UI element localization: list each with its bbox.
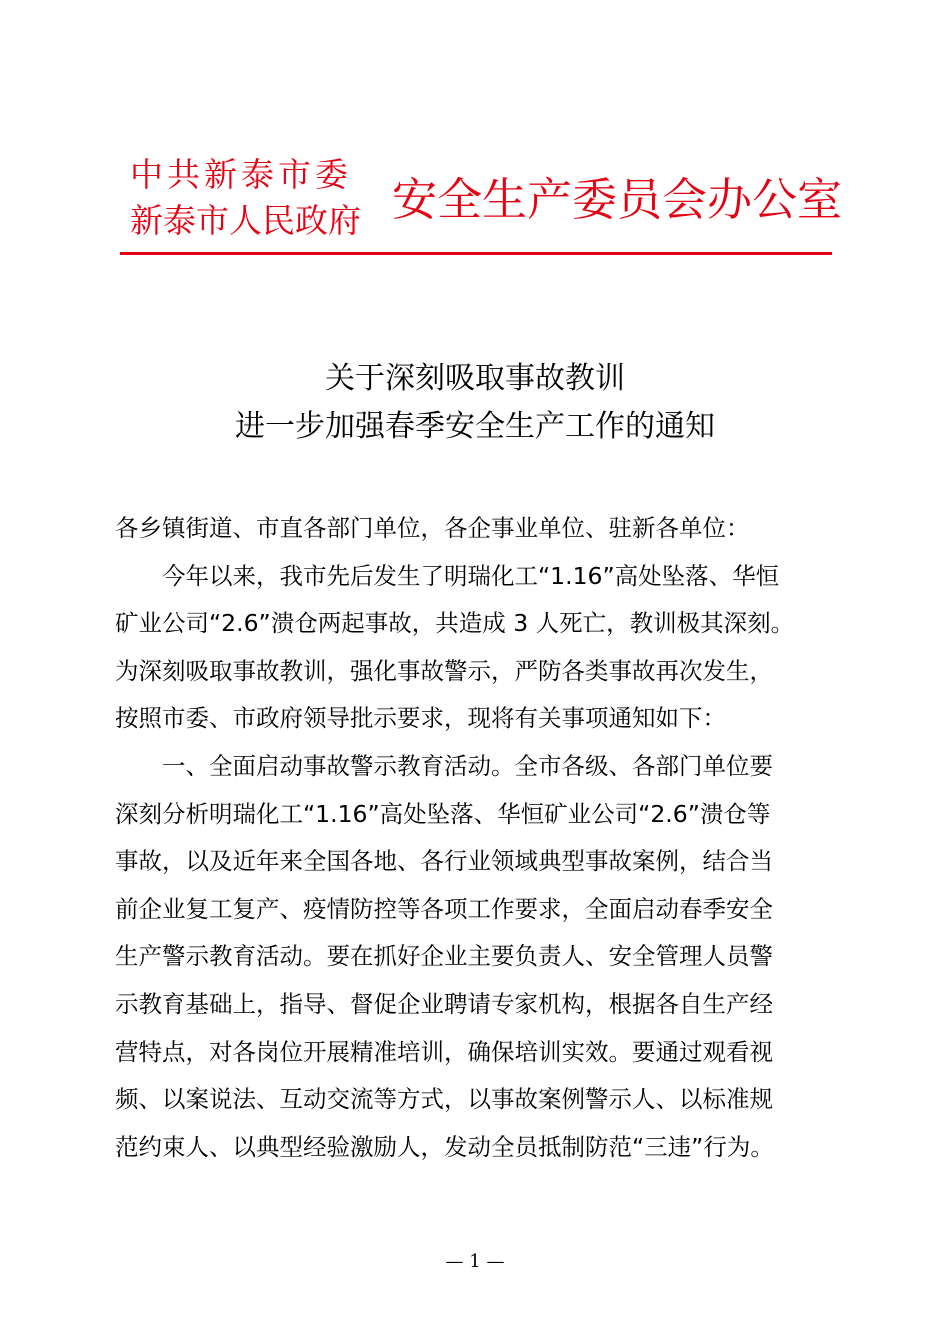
body-line: 范约束人、以典型经验激励人，发动全员抵制防范“三违”行为。 (115, 1132, 774, 1161)
issuer-government: 新泰市人民政府 (130, 201, 361, 240)
body-line: 前企业复工复产、疫情防控等各项工作要求，全面启动春季安全 (115, 894, 773, 923)
body-line: 按照市委、市政府领导批示要求，现将有关事项通知如下： (115, 704, 726, 733)
body-line: 事故，以及近年来全国各地、各行业领域典型事故案例，结合当 (115, 847, 773, 876)
document-body (115, 505, 837, 1171)
header-red-rule (120, 252, 832, 255)
body-line: 营特点，对各岗位开展精准培训，确保培训实效。要通过观看视 (115, 1037, 773, 1066)
body-line: 深刻分析明瑞化工“1.16”高处坠落、华恒矿业公司“2.6”溃仓等 (115, 799, 771, 828)
document-issuers (130, 152, 380, 244)
office-name: 安全生产委员会办公室 (392, 173, 843, 226)
issuer-party-committee: 中共新泰市委 (130, 155, 352, 194)
document-title (100, 355, 850, 451)
salutation: 各乡镇街道、市直各部门单位，各企事业单位、驻新各单位： (115, 514, 750, 542)
body-line: 为深刻吸取事故教训，强化事故警示，严防各类事故再次发生， (115, 656, 773, 685)
body-line: 一、全面启动事故警示教育活动。全市各级、各部门单位要 (162, 751, 773, 780)
body-line: 今年以来，我市先后发生了明瑞化工“1.16”高处坠落、华恒 (162, 561, 780, 590)
body-line: 生产警示教育活动。要在抓好企业主要负责人、安全管理人员警 (115, 942, 773, 971)
page-number: — 1 — (445, 1251, 505, 1272)
title-line-1: 关于深刻吸取事故教训 (325, 361, 625, 396)
body-line: 矿业公司“2.6”溃仓两起事故，共造成 3 人死亡，教训极其深刻。 (115, 609, 795, 638)
body-line: 示教育基础上，指导、督促企业聘请专家机构，根据各自生产经 (115, 989, 773, 1018)
title-line-2: 进一步加强春季安全生产工作的通知 (235, 409, 715, 444)
body-line: 频、以案说法、互动交流等方式，以事故案例警示人、以标准规 (115, 1085, 773, 1114)
